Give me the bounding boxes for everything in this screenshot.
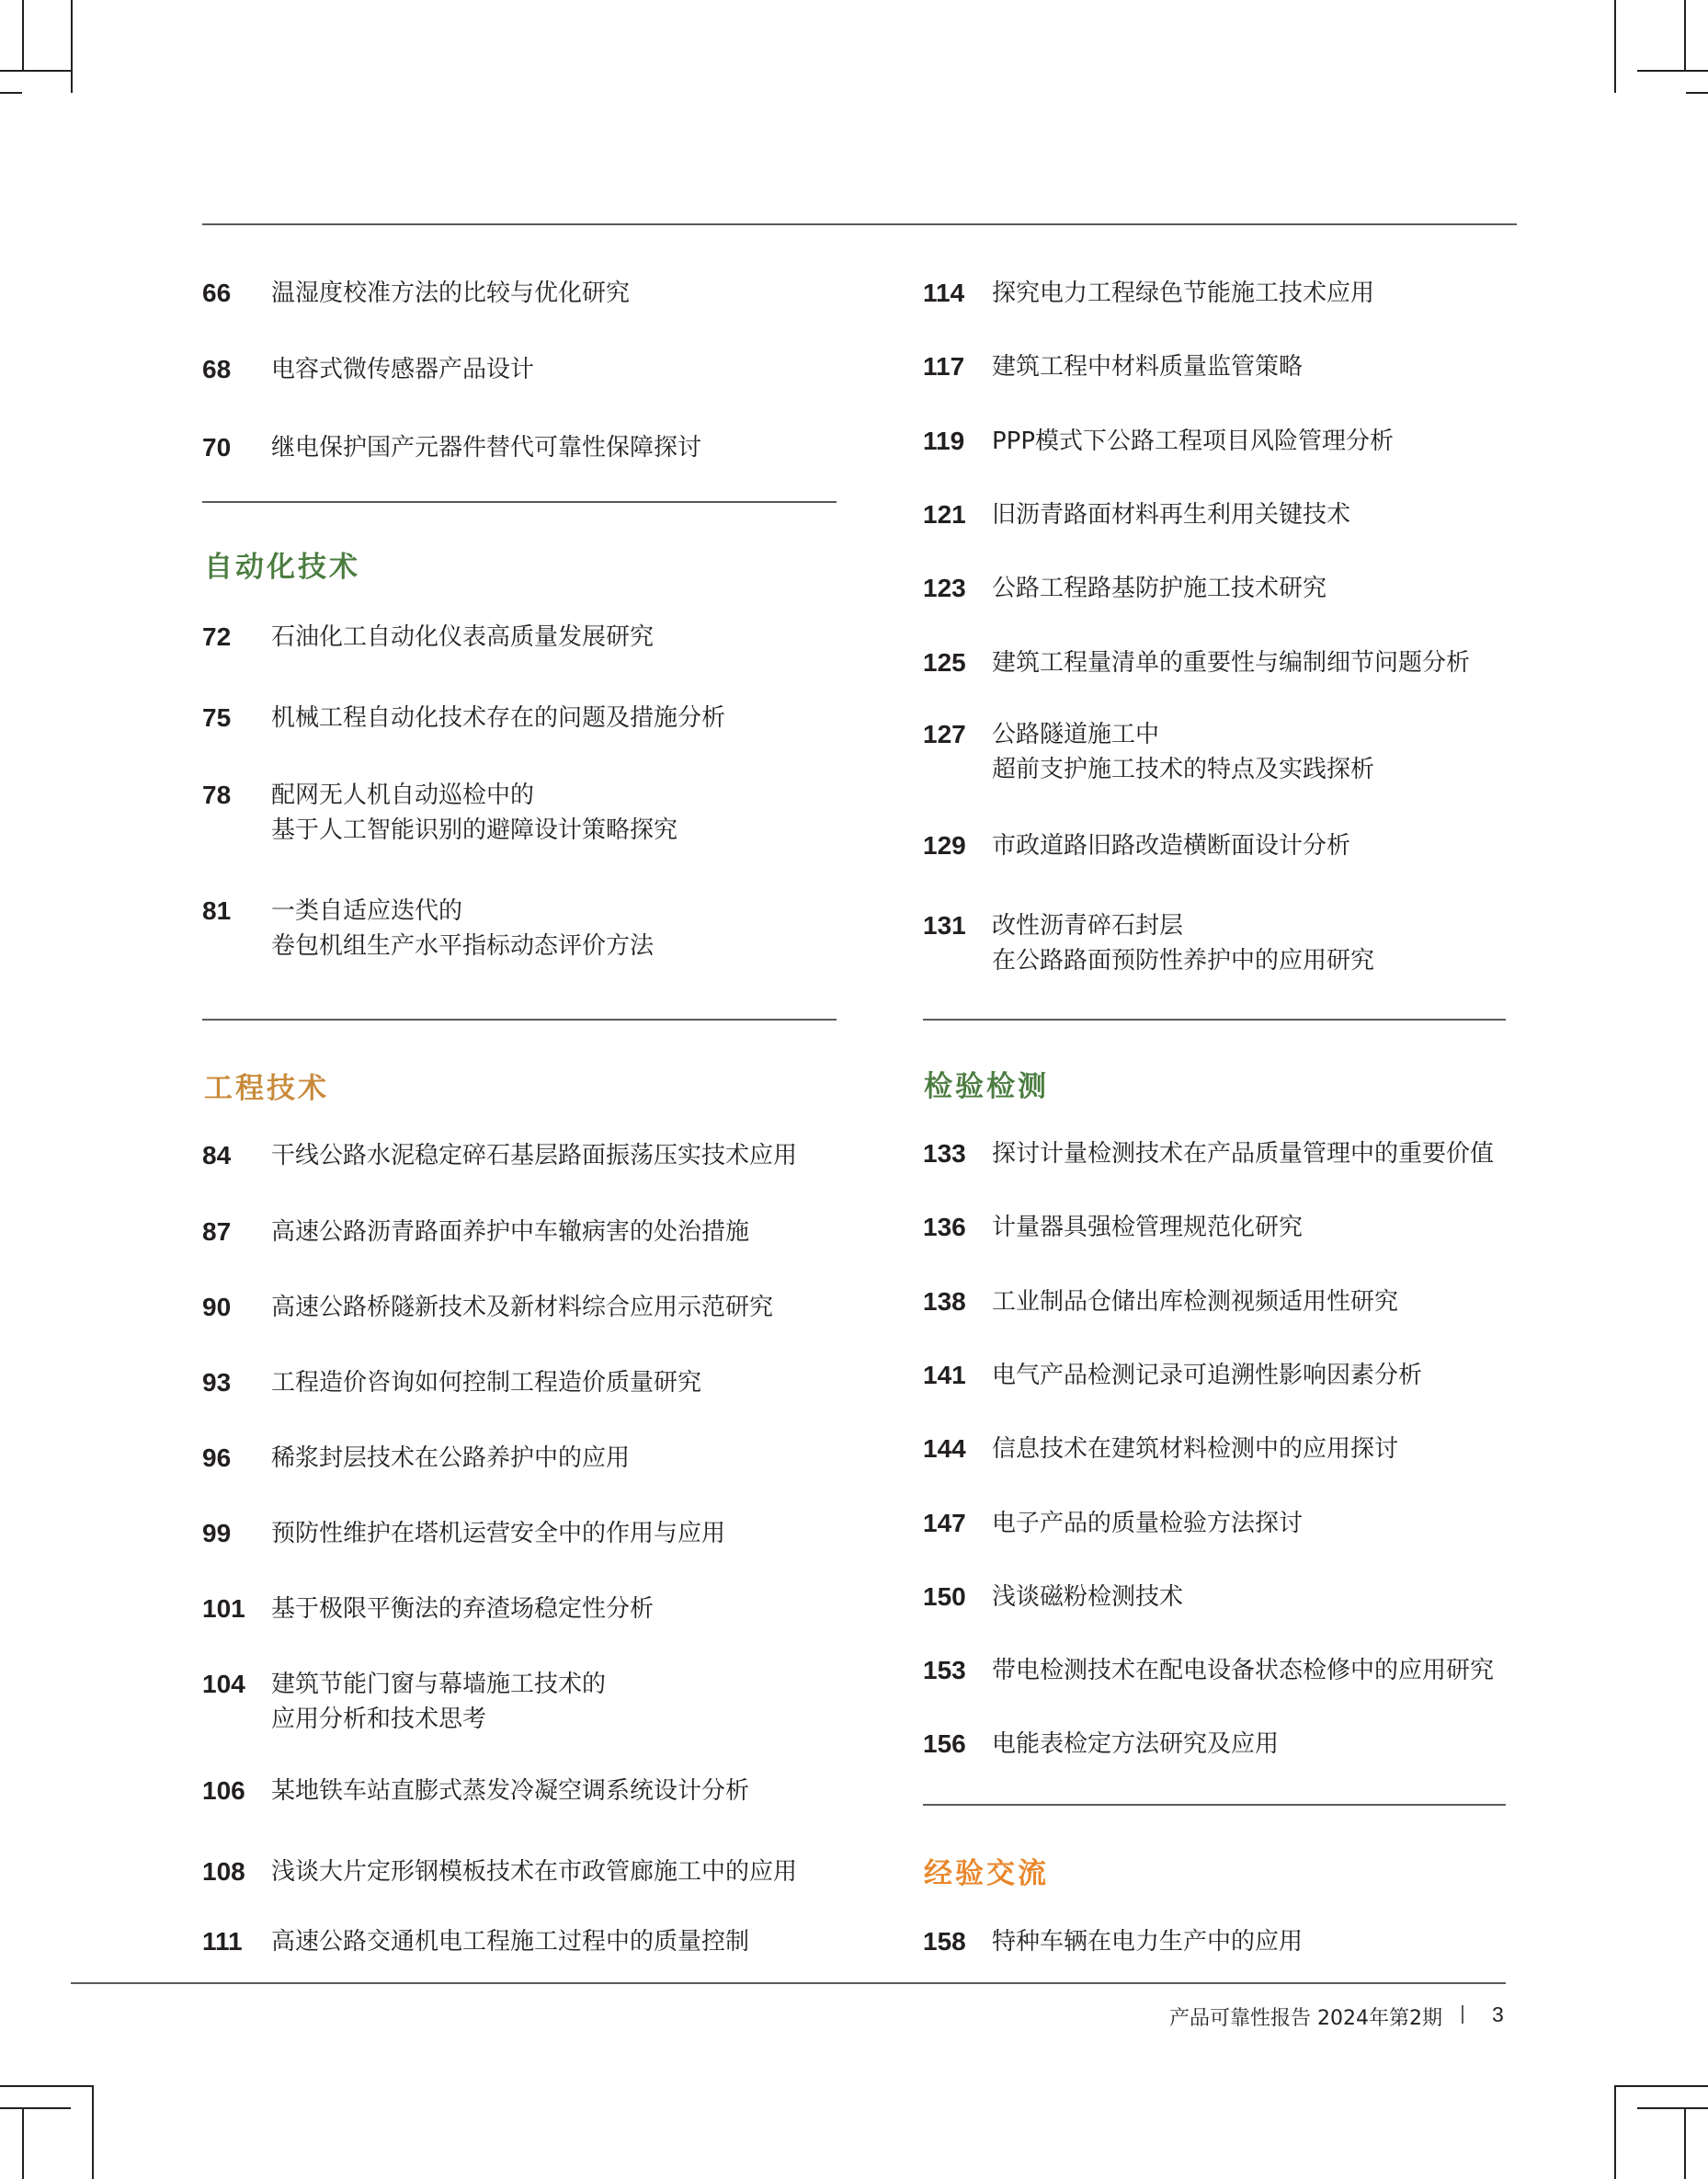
toc-page-number: 70 xyxy=(202,433,232,462)
toc-page-number: 123 xyxy=(923,574,966,602)
section-divider xyxy=(202,1019,837,1021)
toc-title: 市政道路旧路改造横断面设计分析 xyxy=(992,832,1351,860)
toc-page-number: 117 xyxy=(923,352,965,381)
toc-page-number: 127 xyxy=(923,720,966,748)
toc-page-number: 75 xyxy=(202,703,232,732)
toc-title: 干线公路水泥稳定碎石基层路面振荡压实技术应用 xyxy=(271,1142,798,1169)
section-heading-inspection: 检验检测 xyxy=(924,1070,1049,1103)
section-heading-automation: 自动化技术 xyxy=(204,551,360,584)
toc-page-number: 119 xyxy=(923,427,965,455)
toc-page-number: 121 xyxy=(923,500,966,529)
toc-page-number: 99 xyxy=(202,1519,232,1547)
footer-rule xyxy=(71,1982,1506,1984)
toc-title: 公路工程路基防护施工技术研究 xyxy=(992,575,1327,602)
toc-page-number: 144 xyxy=(923,1434,966,1463)
toc-page-number: 129 xyxy=(923,831,966,860)
toc-page-number: 138 xyxy=(923,1287,966,1316)
toc-title: 浅谈大片定形钢模板技术在市政管廊施工中的应用 xyxy=(271,1858,798,1886)
toc-title: 高速公路交通机电工程施工过程中的质量控制 xyxy=(271,1928,750,1956)
toc-page-number: 104 xyxy=(202,1670,245,1698)
page-number: 3 xyxy=(1492,2002,1504,2026)
footer-separator xyxy=(1462,2005,1463,2024)
toc-title: 石油化工自动化仪表高质量发展研究 xyxy=(271,623,655,651)
toc-page-number: 93 xyxy=(202,1368,232,1397)
toc-title: 特种车辆在电力生产中的应用 xyxy=(992,1928,1304,1956)
toc-title: 工业制品仓储出库检测视频适用性研究 xyxy=(992,1288,1399,1316)
toc-page-number: 114 xyxy=(923,279,965,307)
section-heading-engineering: 工程技术 xyxy=(204,1072,329,1105)
toc-title: 机械工程自动化技术存在的问题及措施分析 xyxy=(271,704,726,732)
toc-title: 电能表检定方法研究及应用 xyxy=(992,1730,1280,1758)
toc-title: 浅谈磁粉检测技术 xyxy=(992,1583,1184,1611)
toc-title: 带电检测技术在配电设备状态检修中的应用研究 xyxy=(992,1657,1495,1684)
toc-title: 某地铁车站直膨式蒸发冷凝空调系统设计分析 xyxy=(271,1777,750,1805)
top-rule xyxy=(202,223,1517,225)
toc-page-number: 108 xyxy=(202,1857,245,1886)
toc-title: 高速公路沥青路面养护中车辙病害的处治措施 xyxy=(271,1218,750,1246)
toc-page-number: 136 xyxy=(923,1213,966,1241)
toc-page-number: 78 xyxy=(202,781,232,809)
toc-page-number: 156 xyxy=(923,1729,966,1758)
toc-title: 改性沥青碎石封层 在公路路面预防性养护中的应用研究 xyxy=(992,912,1375,975)
toc-page-number: 158 xyxy=(923,1927,966,1956)
toc-page-number: 111 xyxy=(202,1927,243,1956)
toc-title: 高速公路桥隧新技术及新材料综合应用示范研究 xyxy=(271,1294,774,1321)
toc-title: 配网无人机自动巡检中的 基于人工智能识别的避障设计策略探究 xyxy=(271,781,678,844)
toc-title: 基于极限平衡法的弃渣场稳定性分析 xyxy=(271,1595,655,1623)
toc-title: 建筑工程量清单的重要性与编制细节问题分析 xyxy=(992,649,1471,677)
toc-title: 公路隧道施工中 超前支护施工技术的特点及实践探析 xyxy=(992,721,1375,783)
toc-page-number: 72 xyxy=(202,622,232,651)
toc-page-number: 81 xyxy=(202,896,232,925)
toc-title: PPP模式下公路工程项目风险管理分析 xyxy=(992,428,1395,455)
section-divider xyxy=(923,1804,1506,1806)
toc-title: 电气产品检测记录可追溯性影响因素分析 xyxy=(992,1362,1423,1389)
toc-page-number: 96 xyxy=(202,1443,232,1472)
toc-page-number: 131 xyxy=(923,911,966,940)
section-divider xyxy=(202,501,837,503)
toc-title: 电容式微传感器产品设计 xyxy=(271,356,535,383)
toc-title: 一类自适应迭代的 卷包机组生产水平指标动态评价方法 xyxy=(271,897,655,960)
toc-page-number: 150 xyxy=(923,1582,966,1611)
toc-title: 建筑节能门窗与幕墙施工技术的 应用分析和技术思考 xyxy=(271,1671,607,1733)
toc-title: 工程造价咨询如何控制工程造价质量研究 xyxy=(271,1369,702,1397)
toc-page-number: 153 xyxy=(923,1656,966,1684)
toc-page-number: 68 xyxy=(202,355,232,383)
toc-title: 探讨计量检测技术在产品质量管理中的重要价值 xyxy=(992,1140,1495,1168)
toc-title: 继电保护国产元器件替代可靠性保障探讨 xyxy=(271,434,702,462)
toc-title: 计量器具强检管理规范化研究 xyxy=(992,1214,1304,1241)
toc-page-number: 66 xyxy=(202,279,232,307)
toc-page-number: 84 xyxy=(202,1141,232,1169)
toc-page-number: 125 xyxy=(923,648,966,677)
toc-page-number: 106 xyxy=(202,1776,245,1805)
toc-page-number: 90 xyxy=(202,1293,232,1321)
toc-page-number: 87 xyxy=(202,1217,232,1246)
toc-title: 旧沥青路面材料再生利用关键技术 xyxy=(992,501,1351,529)
section-heading-experience: 经验交流 xyxy=(924,1857,1049,1890)
section-divider xyxy=(923,1019,1506,1021)
toc-title: 探究电力工程绿色节能施工技术应用 xyxy=(992,280,1375,307)
toc-title: 温湿度校准方法的比较与优化研究 xyxy=(271,280,631,307)
toc-title: 信息技术在建筑材料检测中的应用探讨 xyxy=(992,1435,1399,1463)
toc-title: 预防性维护在塔机运营安全中的作用与应用 xyxy=(271,1520,726,1547)
toc-page-number: 133 xyxy=(923,1139,966,1168)
toc-title: 稀浆封层技术在公路养护中的应用 xyxy=(271,1444,631,1472)
toc-title: 电子产品的质量检验方法探讨 xyxy=(992,1510,1304,1537)
toc-page-number: 141 xyxy=(923,1361,966,1389)
journal-issue-label: 产品可靠性报告 2024年第2期 xyxy=(1169,2007,1442,2030)
toc-title: 建筑工程中材料质量监管策略 xyxy=(992,353,1304,381)
toc-page-number: 147 xyxy=(923,1509,966,1537)
toc-page-number: 101 xyxy=(202,1594,245,1623)
